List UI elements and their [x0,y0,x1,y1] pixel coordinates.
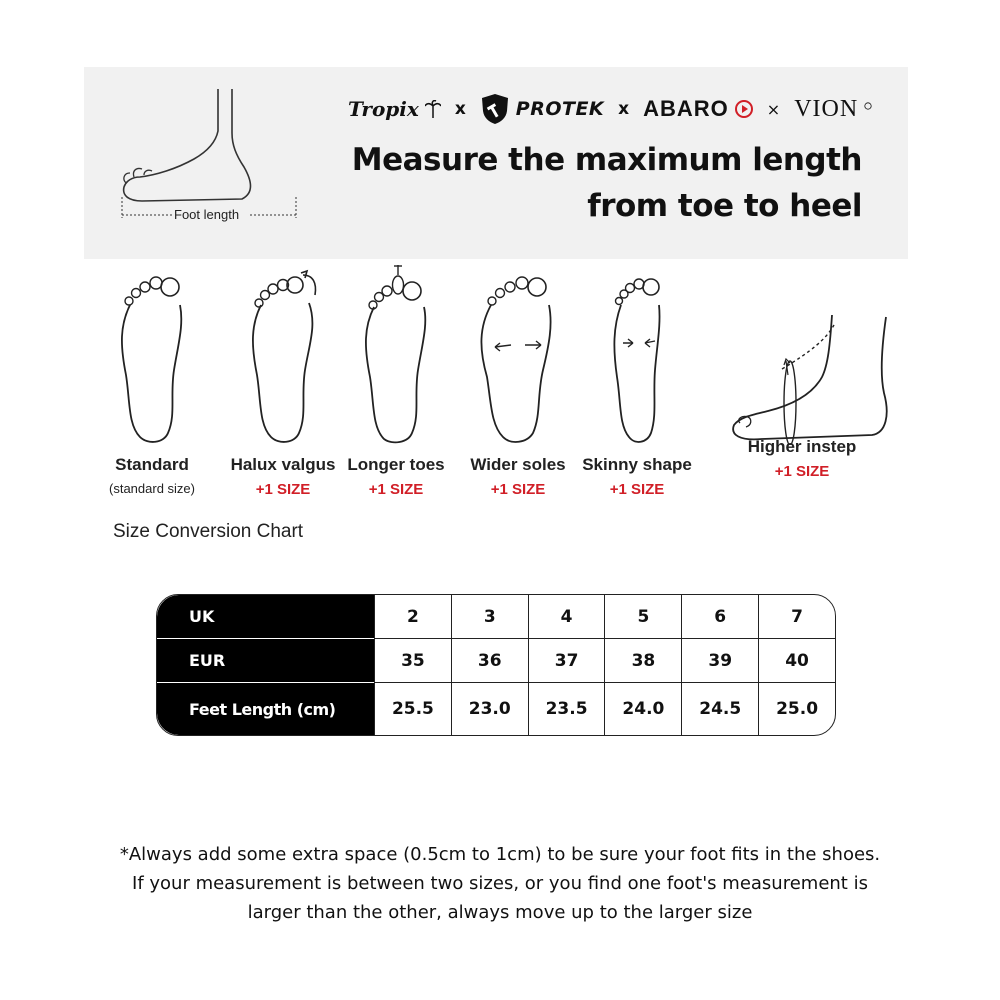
foot-type-note: +1 SIZE [609,481,665,498]
row-header-uk: UK [157,595,374,639]
foot-side-view-icon [114,85,314,225]
table-column [681,595,758,735]
foot-type-note: +1 SIZE [368,481,424,498]
brand-separator: x [618,99,630,119]
uk-size-cell: 3 [452,595,528,639]
foot-type-note: (standard size) [109,481,195,496]
eur-size-cell: 37 [529,639,605,683]
play-circle-icon [735,100,753,118]
footnote-line-1: *Always add some extra space (0.5cm to 1cm) to be sure your foot fits in the shoes. [119,844,881,865]
footnote-line-2: If your measurement is between two sizes, or you find one foot's measurement is [132,873,868,894]
table-column [758,595,835,735]
uk-size-cell: 4 [529,595,605,639]
brand-protek [480,93,604,125]
foot-high-instep-icon [722,265,902,445]
uk-size-cell: 2 [375,595,451,639]
eur-size-cell: 39 [682,639,758,683]
foot-type-standard [82,265,222,496]
uk-size-cell: 7 [759,595,835,639]
table-row-headers [157,595,374,735]
headline-line-1: Measure the maximum length [351,142,862,178]
footnote-line-3: larger than the other, always move up to the larger size [247,902,753,923]
brand-tropix-label: Tropix [348,97,419,121]
foot-type-note: +1 SIZE [774,463,830,480]
eur-size-cell: 38 [605,639,681,683]
foot-wider-soles-icon [473,265,563,445]
foot-type-skinny-shape [567,265,707,498]
length-cell: 24.0 [622,699,665,719]
eur-size-cell: 36 [452,639,528,683]
eur-size-cell: 35 [375,639,451,683]
table-column [528,595,605,735]
eur-size-cell: 40 [759,639,835,683]
length-cell: 25.5 [391,699,434,719]
shield-hammer-icon [480,93,510,125]
size-conversion-table [156,594,836,736]
length-cell: 24.5 [699,699,742,719]
uk-size-cell: 6 [682,595,758,639]
foot-type-note: +1 SIZE [490,481,546,498]
foot-type-label: Wider soles [470,455,566,474]
brand-abaro [643,96,753,122]
foot-type-longer-toes [326,265,466,498]
fit-advice-footnote [60,840,940,927]
foot-type-label: Skinny shape [582,455,692,474]
table-column [604,595,681,735]
headline-line-2: from toe to heel [587,188,862,224]
length-cell: 23.5 [545,699,588,719]
foot-longer-toes-icon [356,265,436,445]
brand-separator: x [454,99,466,119]
measure-banner [84,67,908,259]
length-cell: 25.0 [776,699,819,719]
brand-protek-label: PROTEK [515,98,605,120]
length-cell: 23.0 [468,699,511,719]
foot-hallux-valgus-icon [243,265,323,445]
foot-skinny-icon [597,265,677,445]
registered-mark-icon [864,102,872,116]
palm-tree-icon [425,100,441,118]
table-column [374,595,451,735]
foot-standard-icon [112,265,192,445]
brand-vion [794,96,872,123]
table-column [451,595,528,735]
brand-separator: × [766,99,781,119]
foot-type-note: +1 SIZE [255,481,311,498]
foot-length-label: Foot length [174,207,240,222]
brand-vion-label: VION [794,95,859,122]
foot-type-label: Halux valgus [230,455,336,474]
page-title [352,137,862,229]
foot-type-higher-instep [722,265,882,480]
foot-type-label: Higher instep [747,437,857,456]
brand-abaro-label: ABARO [643,96,729,121]
brand-row [348,87,872,131]
uk-size-cell: 5 [605,595,681,639]
foot-type-label: Longer toes [347,455,445,474]
row-header-eur: EUR [157,639,374,683]
size-chart-title: Size Conversion Chart [113,521,304,542]
brand-tropix [348,97,441,121]
foot-type-label: Standard [115,455,189,474]
row-header-feet-length: Feet Length (cm) [189,699,336,719]
